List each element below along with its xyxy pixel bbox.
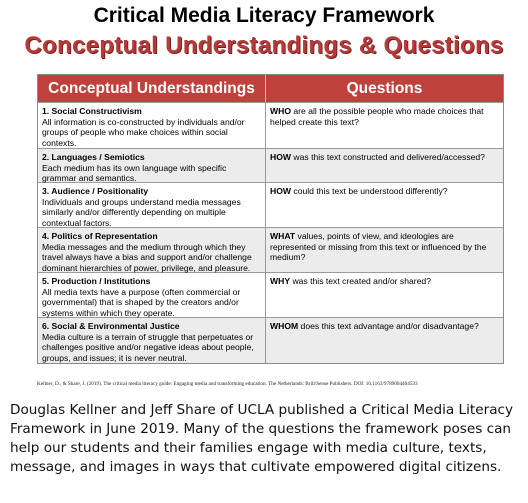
concept-text: All information is co-constructed by individuals and/or groups of people who make choices within social contexts. <box>42 116 245 148</box>
framework-table <box>37 74 504 364</box>
concept-cell <box>38 228 266 272</box>
question-text: does this text advantage and/or disadvantage? <box>298 321 479 331</box>
question-keyword: WHAT <box>270 231 296 241</box>
question-keyword: WHY <box>270 276 291 286</box>
question-cell <box>266 183 503 227</box>
table-row <box>38 148 503 182</box>
question-text: was this text created and/or shared? <box>290 276 431 286</box>
question-text: was this text constructed and delivered/accessed? <box>291 152 485 162</box>
table-row <box>38 102 503 148</box>
citation: Kellner, D., & Share, J. (2019). The critical media literacy guide: Engaging media and transforming education. The Netherlands: Brill/Sense Publishers. DOI: 10.1163/9789004404533 <box>37 381 418 387</box>
concept-title: 1. Social Constructivism <box>42 106 142 116</box>
question-cell <box>266 273 503 317</box>
question-cell <box>266 149 503 182</box>
table-row <box>38 317 503 363</box>
question-keyword: HOW <box>270 186 292 196</box>
concept-title: 5. Production / Institutions <box>42 276 151 286</box>
page-title: Critical Media Literacy Framework <box>93 4 435 27</box>
concept-cell <box>38 318 266 363</box>
question-cell <box>266 318 503 363</box>
concept-cell <box>38 103 266 148</box>
question-cell <box>266 228 503 272</box>
concept-cell <box>38 273 266 317</box>
concept-cell <box>38 149 266 182</box>
table-header-row <box>38 75 503 102</box>
question-cell <box>266 103 503 148</box>
concept-text: Media culture is a terrain of struggle that perpetuates or challenges positive and/or negative ideas about people, groups, and issues; it is never neutral. <box>42 331 254 363</box>
concept-title: 3. Audience / Positionality <box>42 186 149 196</box>
concept-text: Each medium has its own language with specific grammar and semantics. <box>42 162 227 184</box>
table-row <box>38 227 503 272</box>
caption-paragraph: Douglas Kellner and Jeff Share of UCLA published a Critical Media Literacy Framework in June 2019. Many of the questions the framework poses can help our students and their families engage with media culture, texts, message, and images in ways that cultivate empowered digital citizens. <box>10 402 514 475</box>
concept-text: Individuals and groups understand media messages similarly and/or differently depending on multiple contextual factors. <box>42 196 241 228</box>
page-subtitle: Conceptual Understandings & Questions <box>24 32 504 59</box>
concept-text: All media texts have a purpose (often commercial or governmental) that is shaped by the creators and/or systems within which they operate. <box>42 286 241 318</box>
concept-text: Media messages and the medium through which they travel always have a bias and support and/or challenge dominant hierarchies of power, privilege, and pleasure. <box>42 241 252 273</box>
question-keyword: WHO <box>270 106 292 116</box>
header-questions: Questions <box>346 80 423 97</box>
concept-cell <box>38 183 266 227</box>
question-keyword: HOW <box>270 152 292 162</box>
question-keyword: WHOM <box>270 321 299 331</box>
question-text: values, points of view, and ideologies are represented or missing from this text or influenced by the medium? <box>270 231 487 263</box>
table-row <box>38 272 503 317</box>
question-text: could this text be understood differently? <box>291 186 448 196</box>
table-row <box>38 182 503 227</box>
header-conceptual-understandings: Conceptual Understandings <box>38 75 266 102</box>
concept-title: 4. Politics of Representation <box>42 231 158 241</box>
question-text: are all the possible people who made choices that helped create this text? <box>270 106 484 127</box>
concept-title: 2. Languages / Semiotics <box>42 152 145 162</box>
concept-title: 6. Social & Environmental Justice <box>42 321 180 331</box>
